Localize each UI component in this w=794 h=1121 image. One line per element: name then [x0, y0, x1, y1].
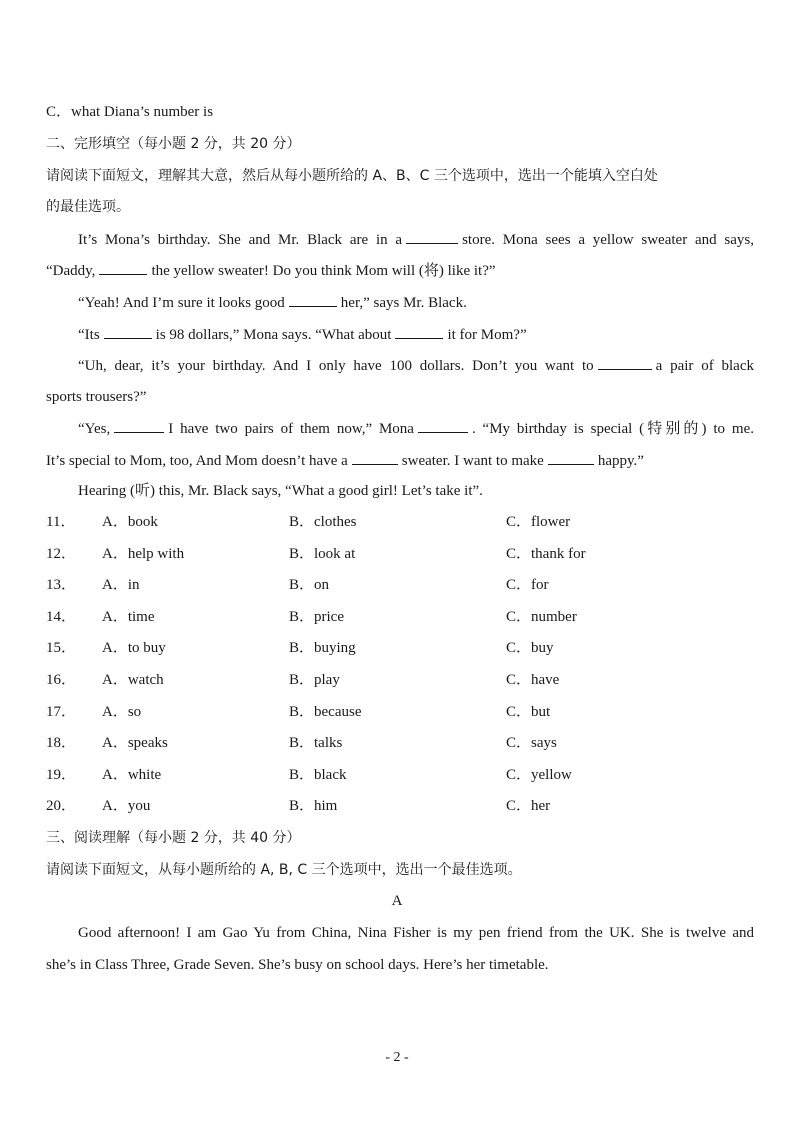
- passage-text: “Yeah! And I’m sure it looks good: [78, 295, 285, 311]
- blank-20: [548, 450, 594, 465]
- section2-instruction-line2: 的最佳选项。: [46, 199, 130, 215]
- blank-11: [406, 229, 458, 244]
- section2-heading: 二、完形填空（每小题 2 分，共 20 分）: [46, 136, 301, 152]
- passage-text: “Daddy,: [46, 263, 96, 279]
- question-number: 12．: [46, 546, 77, 562]
- passage-text: sweater. I want to make: [401, 453, 544, 469]
- blank-18: [418, 418, 468, 433]
- passage-line-4: [78, 324, 754, 345]
- question-row: [46, 796, 754, 816]
- option-a: A．help with: [102, 546, 185, 562]
- option-c: C．for: [506, 577, 549, 593]
- option-a: A．to buy: [102, 640, 166, 656]
- blank-17: [114, 418, 164, 433]
- question-number: 11．: [46, 514, 76, 530]
- passage-text: “Its: [78, 327, 100, 343]
- option-b: B．look at: [289, 546, 356, 562]
- passage-text: it for Mom?”: [447, 327, 527, 343]
- page-number: - 2 -: [385, 1050, 409, 1065]
- passage-text: store. Mona sees a yellow sweater and says,: [462, 232, 755, 248]
- option-b: B．because: [289, 704, 362, 720]
- passage-line-2: [46, 260, 754, 281]
- option-c: C．flower: [506, 514, 571, 530]
- passage-text: I have two pairs of them now,” Mona: [168, 421, 414, 437]
- option-a: A．you: [102, 798, 151, 814]
- passage-text: It’s Mona’s birthday. She and Mr. Black are in a: [78, 232, 403, 248]
- option-a: A．in: [102, 577, 140, 593]
- passage-text: a pair of black: [655, 358, 755, 374]
- passage-line-7: [78, 418, 754, 439]
- passage-line-5: [78, 355, 754, 376]
- question-number: 14．: [46, 609, 77, 625]
- question-number: 15．: [46, 640, 77, 656]
- option-c: C．her: [506, 798, 551, 814]
- question-row: [46, 638, 754, 658]
- blank-14: [104, 324, 152, 339]
- option-a: A．speaks: [102, 735, 168, 751]
- question-row: [46, 765, 754, 785]
- option-a: A．so: [102, 704, 142, 720]
- blank-15: [395, 324, 443, 339]
- option-c: C．says: [506, 735, 557, 751]
- reading-passage-line-2: she’s in Class Three, Grade Seven. She’s busy on school days. Here’s her timetable.: [46, 957, 549, 973]
- option-b: B．talks: [289, 735, 343, 751]
- question-row: [46, 544, 754, 564]
- question-number: 18．: [46, 735, 77, 751]
- option-b: B．clothes: [289, 514, 357, 530]
- option-a: A．book: [102, 514, 158, 530]
- passage-text: is 98 dollars,” Mona says. “What about: [155, 327, 392, 343]
- passage-line-1: [78, 229, 754, 250]
- section3-instruction: 请阅读下面短文，从每小题所给的 A, B, C 三个选项中，选出一个最佳选项。: [46, 862, 522, 878]
- passage-text: the yellow sweater! Do you think Mom will (将) like it?”: [151, 263, 496, 279]
- section3-heading: 三、阅读理解（每小题 2 分，共 40 分）: [46, 830, 301, 846]
- question-row: [46, 607, 754, 627]
- section2-instruction-line1: 请阅读下面短文，理解其大意，然后从每小题所给的 A、B、C 三个选项中，选出一个能填入空白处: [46, 168, 658, 184]
- option-a: A．watch: [102, 672, 164, 688]
- option-c: C．yellow: [506, 767, 572, 783]
- question-row: [46, 702, 754, 722]
- question-number: 17．: [46, 704, 77, 720]
- passage-line-6: sports trousers?”: [46, 389, 147, 405]
- question-number: 19．: [46, 767, 77, 783]
- passage-text: It’s special to Mom, too, And Mom doesn’t have a: [46, 453, 348, 469]
- blank-19: [352, 450, 398, 465]
- question-number: 13．: [46, 577, 77, 593]
- passage-text: “Uh, dear, it’s your birthday. And I only have 100 dollars. Don’t you want to: [78, 358, 594, 374]
- passage-line-8: [46, 450, 754, 471]
- question-row: [46, 733, 754, 753]
- option-c: C．buy: [506, 640, 554, 656]
- question-row: [46, 575, 754, 595]
- blank-12: [99, 260, 147, 275]
- passage-line-9: Hearing (听) this, Mr. Black says, “What a good girl! Let’s take it”.: [78, 483, 483, 499]
- blank-16: [598, 355, 652, 370]
- option-b: B．black: [289, 767, 347, 783]
- option-b: B．on: [289, 577, 330, 593]
- option-b: B．him: [289, 798, 338, 814]
- passage-text: “Yes,: [78, 421, 111, 437]
- question-row: [46, 512, 754, 532]
- previous-question-option-c: C．what Diana’s number is: [46, 104, 214, 120]
- option-c: C．have: [506, 672, 560, 688]
- option-a: A．time: [102, 609, 155, 625]
- question-row: [46, 670, 754, 690]
- option-b: B．buying: [289, 640, 356, 656]
- option-c: C．but: [506, 704, 551, 720]
- blank-13: [289, 292, 337, 307]
- option-b: B．price: [289, 609, 344, 625]
- question-number: 16．: [46, 672, 77, 688]
- passage-text: her,” says Mr. Black.: [340, 295, 467, 311]
- option-b: B．play: [289, 672, 340, 688]
- reading-passage-line-1: Good afternoon! I am Gao Yu from China, Nina Fisher is my pen friend from the UK. She is twelve and: [78, 925, 754, 941]
- passage-text: . “My birthday is special (特别的) to me.: [471, 421, 754, 437]
- part-label-a: A: [391, 893, 403, 909]
- option-c: C．number: [506, 609, 577, 625]
- passage-text: happy.”: [597, 453, 644, 469]
- option-c: C．thank for: [506, 546, 586, 562]
- passage-line-3: [78, 292, 754, 313]
- question-number: 20．: [46, 798, 77, 814]
- option-a: A．white: [102, 767, 162, 783]
